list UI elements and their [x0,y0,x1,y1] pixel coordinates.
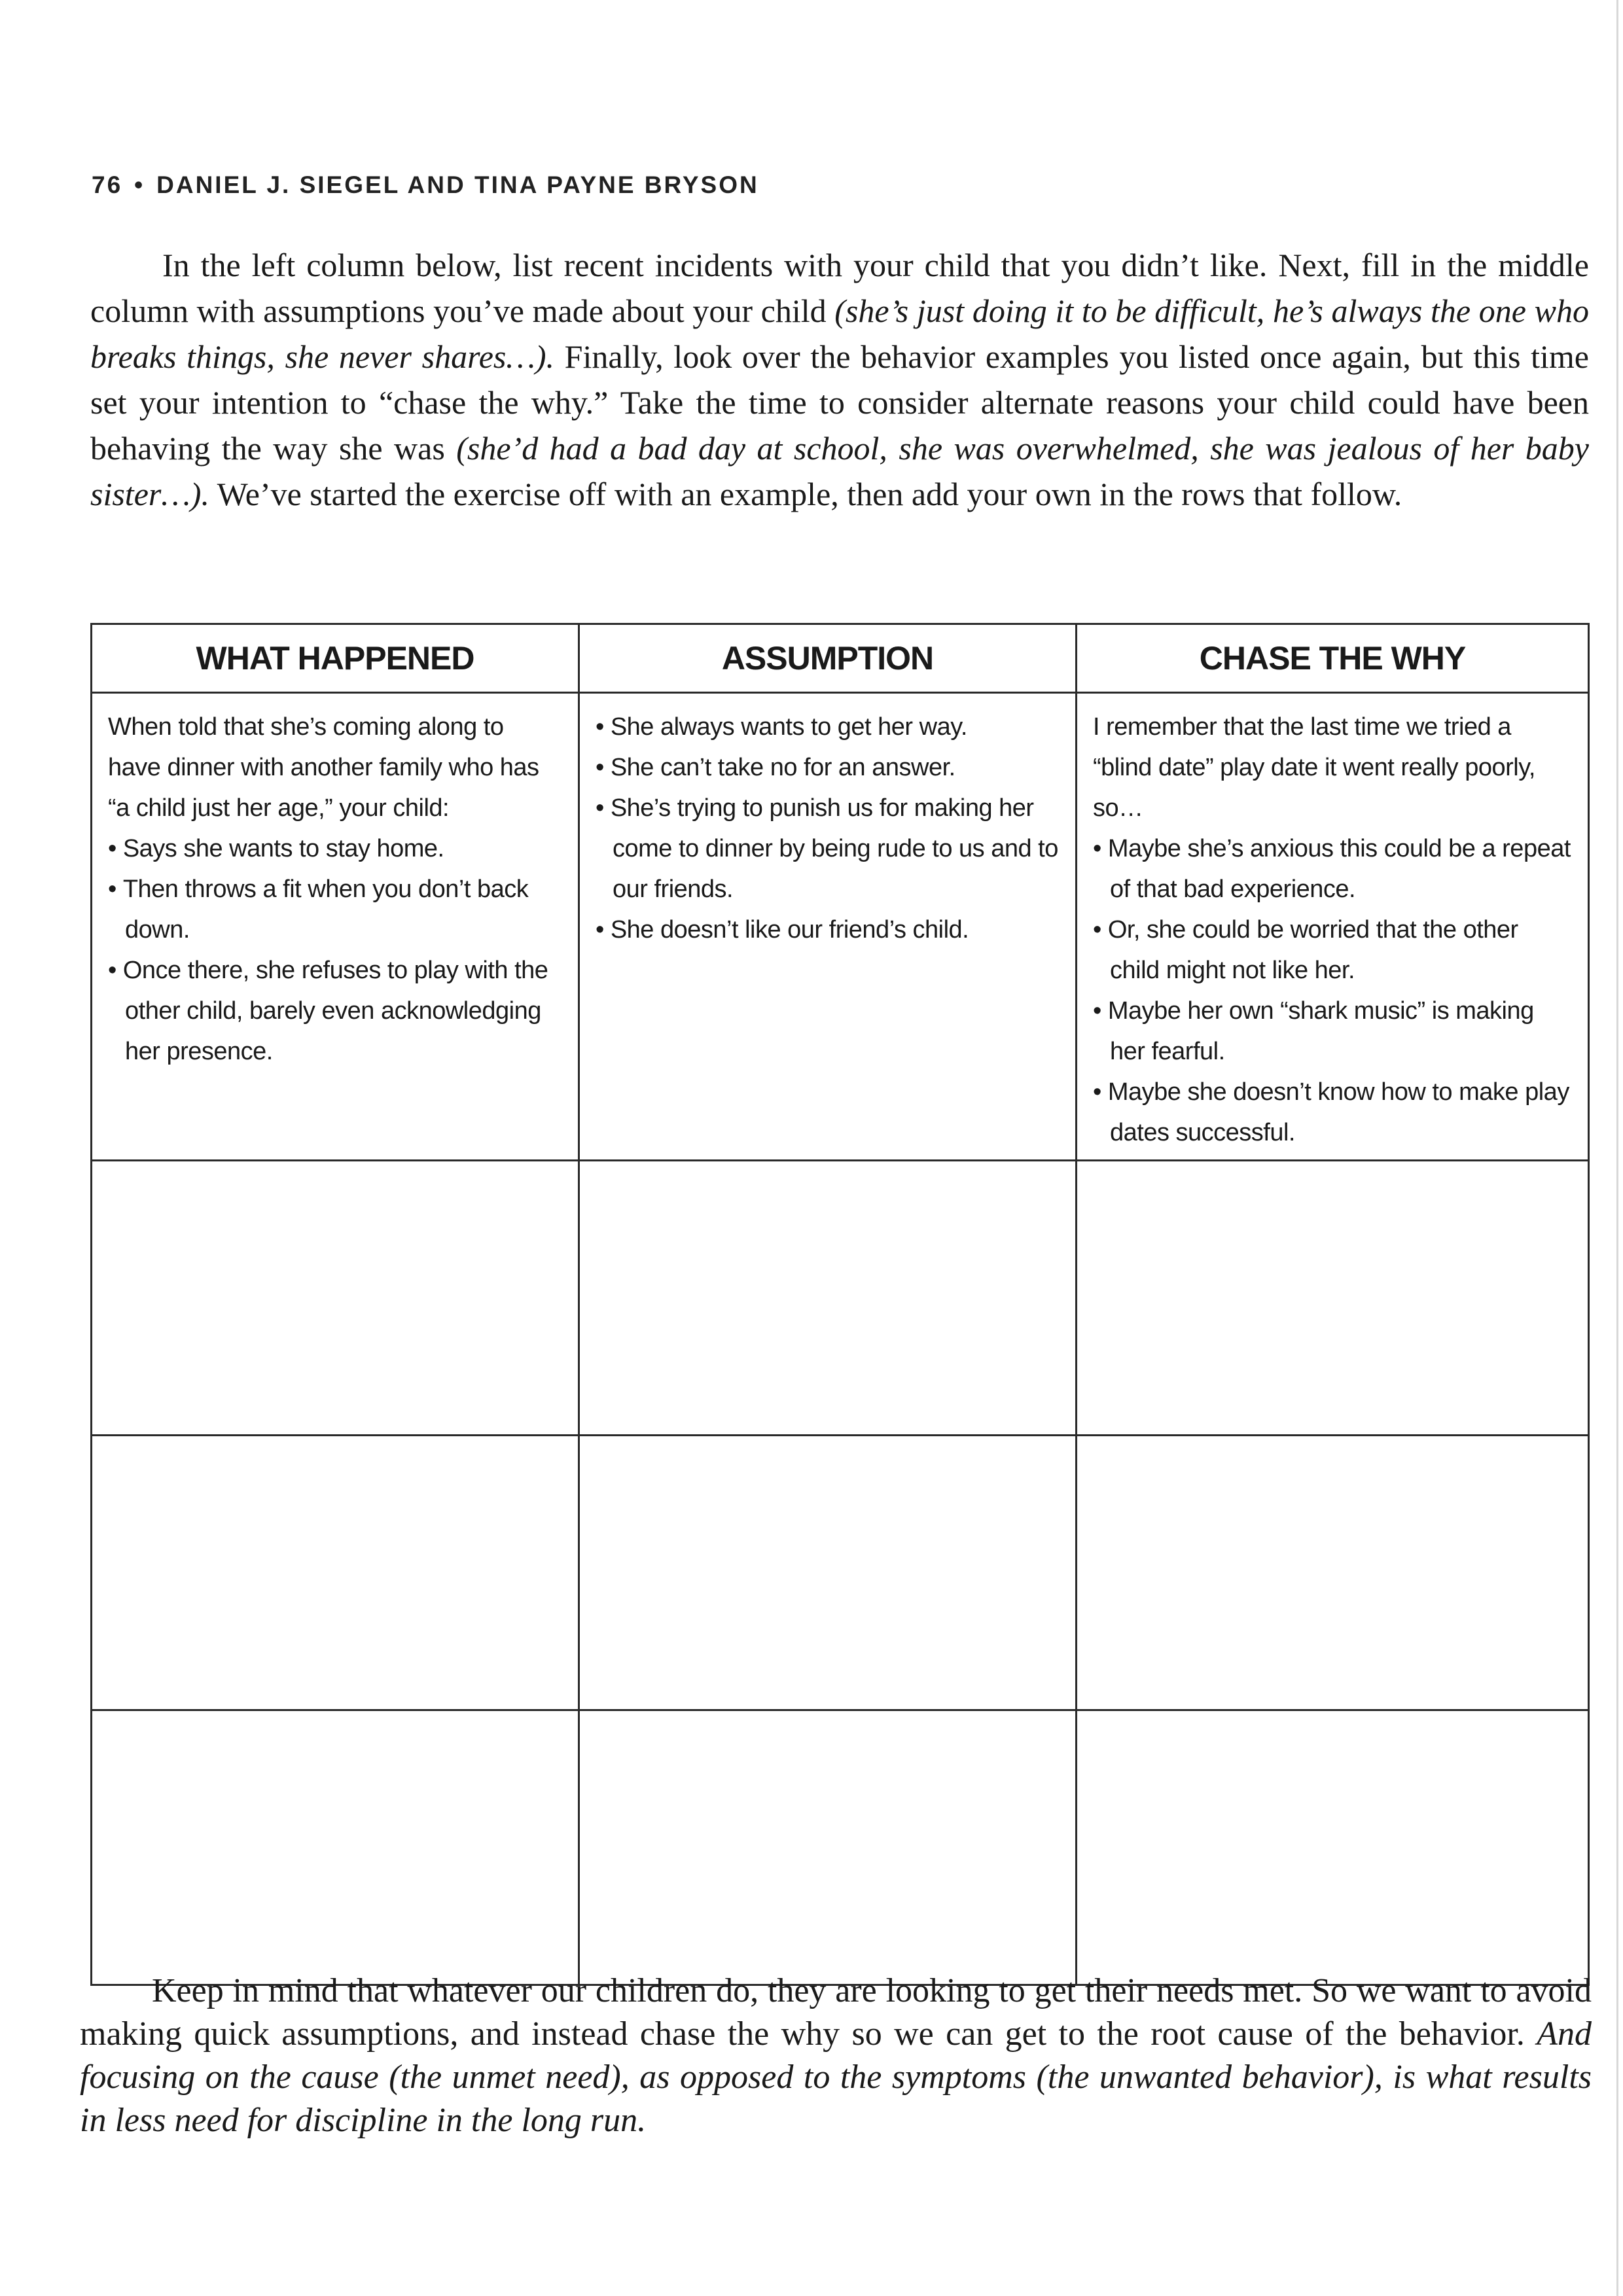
header-row [92,624,1589,693]
blank-cell[interactable] [1077,1436,1589,1710]
blank-row-1 [92,1161,1589,1436]
list-item: • Maybe her own “shark music” is making her fearful. [1093,991,1572,1072]
list-item: • She’s trying to punish us for making her come to dinner by being rude to us and to our friends. [596,788,1060,910]
blank-cell[interactable] [92,1436,579,1710]
blank-row-2 [92,1436,1589,1710]
list-item: • She always wants to get her way. [596,707,1060,747]
assumption-list [596,707,1060,950]
blank-cell[interactable] [579,1710,1077,1985]
blank-cell[interactable] [92,1161,579,1436]
list-item: • She doesn’t like our friend’s child. [596,910,1060,950]
intro-italic-2: (she’d had a bad day at school, she was overwhelmed, she was jealous of her baby sister…). [90,430,1589,512]
what-happened-intro: When told that she’s coming along to have dinner with another family who has “a child just her age,” your child: [108,713,539,822]
page-edge-shadow [1616,0,1618,2296]
list-item: • Says she wants to stay home. [108,828,562,869]
chase-the-why-list [1093,828,1572,1153]
blank-cell[interactable] [92,1710,579,1985]
example-row [92,693,1589,1161]
blank-cell[interactable] [579,1161,1077,1436]
page-number: 76 [92,171,123,198]
list-item: • Maybe she’s anxious this could be a repeat of that bad experience. [1093,828,1572,910]
list-item: • She can’t take no for an answer. [596,747,1060,788]
outro-paragraph [80,1969,1592,2142]
list-item: • Or, she could be worried that the other child might not like her. [1093,910,1572,991]
blank-cell[interactable] [1077,1161,1589,1436]
list-item: • Maybe she doesn’t know how to make play dates successful. [1093,1072,1572,1153]
blank-cell[interactable] [1077,1710,1589,1985]
intro-text-2: Finally, look over the behavior examples you listed once again, but this time set your intention to “chase the why.” Take the time to consider alternate reasons your child could have been behaving the way she was [90,338,1589,467]
example-chase-the-why-cell [1077,693,1589,1161]
header-chase-the-why: CHASE THE WHY [1077,624,1589,693]
what-happened-list [108,828,562,1072]
list-item: • Once there, she refuses to play with the other child, barely even acknowledging her presence. [108,950,562,1072]
blank-row-3 [92,1710,1589,1985]
header-what-happened: WHAT HAPPENED [92,624,579,693]
intro-paragraph [90,242,1589,517]
header-separator: • [134,171,145,198]
intro-italic-1: (she’s just doing it to be difficult, he’s always the one who breaks things, she never shares…). [90,292,1589,375]
header-authors: DANIEL J. SIEGEL AND TINA PAYNE BRYSON [156,171,759,198]
example-assumption-cell [579,693,1077,1161]
intro-text-3: We’ve started the exercise off with an example, then add your own in the rows that follow. [209,476,1402,512]
header-assumption: ASSUMPTION [579,624,1077,693]
list-item: • Then throws a fit when you don’t back down. [108,869,562,950]
outro-italic-1: And focusing on the cause (the unmet need), as opposed to the symptoms (the unwanted behavior), is what results in less need for discipline in the long run. [80,2015,1592,2139]
example-what-happened-cell [92,693,579,1161]
blank-cell[interactable] [579,1436,1077,1710]
intro-text-1: In the left column below, list recent incidents with your child that you didn’t like. Next, fill in the middle column with assumptions you’ve made about your child [90,247,1589,329]
running-head [92,171,759,199]
chase-the-why-intro: I remember that the last time we tried a “blind date” play date it went really poorly, so… [1093,713,1535,822]
worksheet-table [90,623,1590,1986]
outro-text-1: Keep in mind that whatever our children do, they are looking to get their needs met. So we want to avoid making quick assumptions, and instead chase the why so we can get to the root cause of the behavior. [80,1972,1592,2053]
